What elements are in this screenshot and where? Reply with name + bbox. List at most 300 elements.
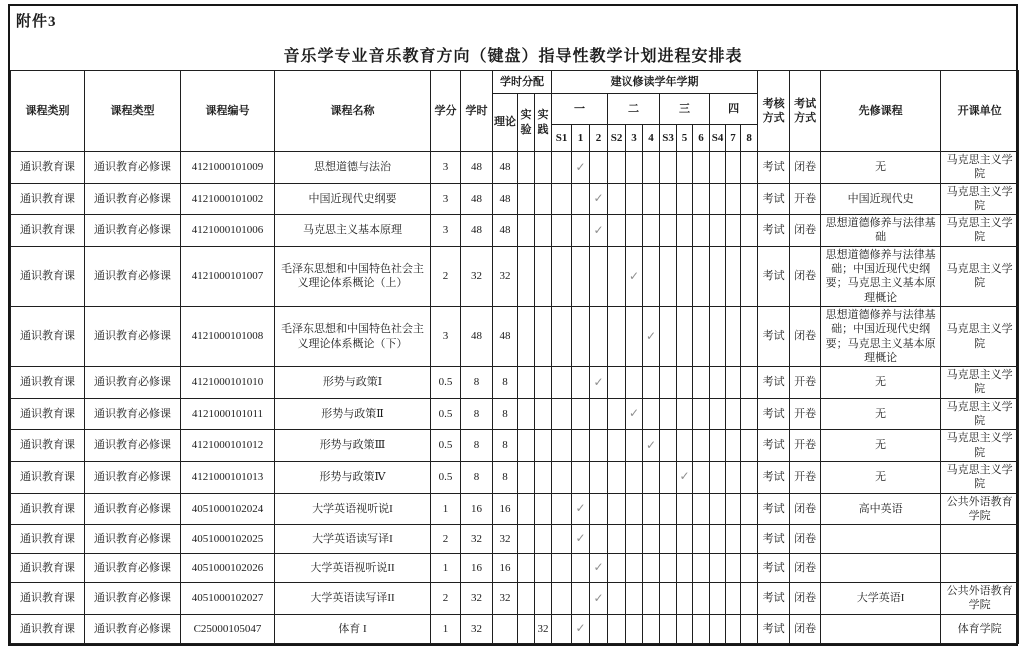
course-name-cell: 大学英语视听说I xyxy=(275,493,431,525)
table-row xyxy=(11,525,1019,554)
semester-cell xyxy=(590,152,608,184)
course-code-cell: 4051000102025 xyxy=(181,525,275,554)
semester-cell xyxy=(608,430,626,462)
semester-cell xyxy=(741,493,758,525)
semester-cell xyxy=(710,614,726,643)
theory-hours-cell: 48 xyxy=(493,152,518,184)
col-header-year-1: 一 xyxy=(552,94,608,125)
hours-cell: 16 xyxy=(461,493,493,525)
prerequisite-cell: 大学英语I xyxy=(821,583,941,615)
exam-mode-cell: 闭卷 xyxy=(790,246,821,306)
course-category-cell: 通识教育课 xyxy=(11,306,85,366)
course-code-cell: 4121000101010 xyxy=(181,367,275,399)
exam-mode-cell: 开卷 xyxy=(790,461,821,493)
assessment-cell: 考试 xyxy=(758,554,790,583)
course-name-cell: 大学英语视听说II xyxy=(275,554,431,583)
unit-cell: 马克思主义学院 xyxy=(941,215,1019,247)
prerequisite-cell: 无 xyxy=(821,367,941,399)
table-row xyxy=(11,430,1019,462)
unit-cell: 马克思主义学院 xyxy=(941,461,1019,493)
course-type-cell: 通识教育必修课 xyxy=(85,246,181,306)
experiment-hours-cell xyxy=(518,583,535,615)
semester-cell xyxy=(693,614,710,643)
semester-cell xyxy=(741,583,758,615)
semester-cell xyxy=(693,430,710,462)
exam-mode-cell: 开卷 xyxy=(790,183,821,215)
course-name-cell: 毛泽东思想和中国特色社会主义理论体系概论（上） xyxy=(275,246,431,306)
semester-cell xyxy=(710,367,726,399)
course-type-cell: 通识教育必修课 xyxy=(85,215,181,247)
course-category-cell: 通识教育课 xyxy=(11,215,85,247)
col-header-practice: 实践 xyxy=(535,94,552,152)
table-header xyxy=(11,71,1019,152)
semester-cell xyxy=(643,525,660,554)
course-category-cell: 通识教育课 xyxy=(11,493,85,525)
unit-cell: 马克思主义学院 xyxy=(941,152,1019,184)
practice-hours-cell xyxy=(535,367,552,399)
assessment-cell: 考试 xyxy=(758,461,790,493)
document-sheet xyxy=(8,4,1018,646)
credits-cell: 0.5 xyxy=(431,430,461,462)
experiment-hours-cell xyxy=(518,525,535,554)
semester-cell xyxy=(726,398,741,430)
exam-mode-cell: 闭卷 xyxy=(790,525,821,554)
semester-cell xyxy=(693,246,710,306)
semester-cell xyxy=(552,215,572,247)
semester-cell xyxy=(660,306,677,366)
semester-cell xyxy=(643,614,660,643)
semester-cell xyxy=(710,461,726,493)
semester-cell xyxy=(677,614,693,643)
course-name-cell: 体育 I xyxy=(275,614,431,643)
semester-cell xyxy=(660,461,677,493)
exam-mode-cell: 闭卷 xyxy=(790,554,821,583)
course-type-cell: 通识教育必修课 xyxy=(85,152,181,184)
theory-hours-cell: 8 xyxy=(493,461,518,493)
unit-cell: 马克思主义学院 xyxy=(941,306,1019,366)
experiment-hours-cell xyxy=(518,461,535,493)
semester-cell xyxy=(677,583,693,615)
semester-cell xyxy=(693,583,710,615)
course-type-cell: 通识教育必修课 xyxy=(85,614,181,643)
assessment-cell: 考试 xyxy=(758,430,790,462)
theory-hours-cell: 32 xyxy=(493,525,518,554)
semester-checkmark-cell: ✓ xyxy=(626,246,643,306)
semester-cell xyxy=(693,152,710,184)
semester-cell xyxy=(726,525,741,554)
course-name-cell: 形势与政策Ⅱ xyxy=(275,398,431,430)
semester-cell xyxy=(693,215,710,247)
course-code-cell: 4121000101002 xyxy=(181,183,275,215)
semester-cell xyxy=(572,554,590,583)
theory-hours-cell: 32 xyxy=(493,246,518,306)
unit-cell: 马克思主义学院 xyxy=(941,430,1019,462)
semester-checkmark-cell: ✓ xyxy=(572,614,590,643)
practice-hours-cell xyxy=(535,215,552,247)
semester-cell xyxy=(726,367,741,399)
prerequisite-cell: 思想道德修养与法律基础；中国近现代史纲要；马克思主义基本原理概论 xyxy=(821,246,941,306)
semester-cell xyxy=(741,183,758,215)
hours-cell: 48 xyxy=(461,306,493,366)
course-type-cell: 通识教育必修课 xyxy=(85,525,181,554)
exam-mode-cell: 开卷 xyxy=(790,398,821,430)
semester-checkmark-cell: ✓ xyxy=(590,583,608,615)
semester-cell xyxy=(552,525,572,554)
course-type-cell: 通识教育必修课 xyxy=(85,583,181,615)
semester-checkmark-cell: ✓ xyxy=(572,525,590,554)
semester-cell xyxy=(608,152,626,184)
practice-hours-cell xyxy=(535,306,552,366)
exam-mode-cell: 闭卷 xyxy=(790,215,821,247)
semester-cell xyxy=(608,614,626,643)
course-category-cell: 通识教育课 xyxy=(11,430,85,462)
semester-cell xyxy=(572,246,590,306)
prerequisite-cell: 中国近现代史 xyxy=(821,183,941,215)
semester-cell xyxy=(552,246,572,306)
semester-cell xyxy=(660,554,677,583)
semester-checkmark-cell: ✓ xyxy=(572,493,590,525)
semester-cell xyxy=(590,461,608,493)
semester-cell xyxy=(660,614,677,643)
course-code-cell: C25000105047 xyxy=(181,614,275,643)
semester-checkmark-cell: ✓ xyxy=(643,430,660,462)
practice-hours-cell xyxy=(535,461,552,493)
hours-cell: 8 xyxy=(461,461,493,493)
assessment-cell: 考试 xyxy=(758,583,790,615)
course-name-cell: 形势与政策Ⅲ xyxy=(275,430,431,462)
table-row xyxy=(11,398,1019,430)
course-table-body xyxy=(11,152,1019,644)
semester-cell xyxy=(693,554,710,583)
prerequisite-cell: 思想道德修养与法律基础 xyxy=(821,215,941,247)
assessment-cell: 考试 xyxy=(758,306,790,366)
credits-cell: 0.5 xyxy=(431,398,461,430)
semester-cell xyxy=(552,461,572,493)
semester-cell xyxy=(590,306,608,366)
semester-cell xyxy=(660,246,677,306)
semester-cell xyxy=(572,430,590,462)
semester-cell xyxy=(677,246,693,306)
semester-cell xyxy=(590,430,608,462)
course-code-cell: 4121000101013 xyxy=(181,461,275,493)
course-category-cell: 通识教育课 xyxy=(11,246,85,306)
semester-cell xyxy=(643,183,660,215)
semester-cell xyxy=(590,398,608,430)
prerequisite-cell: 无 xyxy=(821,398,941,430)
semester-cell xyxy=(677,398,693,430)
unit-cell: 公共外语教育学院 xyxy=(941,583,1019,615)
assessment-cell: 考试 xyxy=(758,215,790,247)
credits-cell: 2 xyxy=(431,583,461,615)
semester-cell xyxy=(643,152,660,184)
col-header-sem-5: 5 xyxy=(677,125,693,152)
table-row xyxy=(11,367,1019,399)
semester-cell xyxy=(726,430,741,462)
semester-cell xyxy=(741,461,758,493)
prerequisite-cell: 高中英语 xyxy=(821,493,941,525)
semester-checkmark-cell: ✓ xyxy=(590,367,608,399)
semester-cell xyxy=(741,306,758,366)
practice-hours-cell xyxy=(535,183,552,215)
semester-cell xyxy=(552,183,572,215)
table-row xyxy=(11,614,1019,643)
theory-hours-cell xyxy=(493,614,518,643)
hours-cell: 8 xyxy=(461,430,493,462)
course-category-cell: 通识教育课 xyxy=(11,461,85,493)
prerequisite-cell: 无 xyxy=(821,152,941,184)
page-title: 音乐学专业音乐教育方向（键盘）指导性教学计划进程安排表 xyxy=(283,48,743,65)
table-row xyxy=(11,554,1019,583)
unit-cell xyxy=(941,525,1019,554)
semester-cell xyxy=(626,306,643,366)
course-code-cell: 4051000102026 xyxy=(181,554,275,583)
theory-hours-cell: 8 xyxy=(493,398,518,430)
course-category-cell: 通识教育课 xyxy=(11,152,85,184)
semester-cell xyxy=(677,215,693,247)
col-header-year-3: 三 xyxy=(660,94,710,125)
semester-cell xyxy=(608,583,626,615)
semester-cell xyxy=(608,306,626,366)
semester-cell xyxy=(710,306,726,366)
practice-hours-cell: 32 xyxy=(535,614,552,643)
course-name-cell: 思想道德与法治 xyxy=(275,152,431,184)
semester-checkmark-cell: ✓ xyxy=(626,398,643,430)
semester-cell xyxy=(608,493,626,525)
course-name-cell: 毛泽东思想和中国特色社会主义理论体系概论（下） xyxy=(275,306,431,366)
semester-cell xyxy=(741,554,758,583)
semester-cell xyxy=(726,306,741,366)
course-type-cell: 通识教育必修课 xyxy=(85,398,181,430)
document-header xyxy=(10,6,1016,70)
semester-cell xyxy=(710,493,726,525)
theory-hours-cell: 48 xyxy=(493,215,518,247)
course-code-cell: 4121000101009 xyxy=(181,152,275,184)
semester-cell xyxy=(643,493,660,525)
semester-cell xyxy=(643,554,660,583)
course-category-cell: 通识教育课 xyxy=(11,614,85,643)
col-header-sem-7: 7 xyxy=(726,125,741,152)
semester-cell xyxy=(741,367,758,399)
exam-mode-cell: 开卷 xyxy=(790,367,821,399)
theory-hours-cell: 48 xyxy=(493,183,518,215)
semester-cell xyxy=(693,398,710,430)
col-header-prerequisites: 先修课程 xyxy=(821,71,941,152)
theory-hours-cell: 8 xyxy=(493,367,518,399)
unit-cell: 马克思主义学院 xyxy=(941,246,1019,306)
semester-cell xyxy=(660,430,677,462)
course-type-cell: 通识教育必修课 xyxy=(85,306,181,366)
semester-cell xyxy=(626,461,643,493)
semester-cell xyxy=(626,554,643,583)
course-code-cell: 4121000101008 xyxy=(181,306,275,366)
assessment-cell: 考试 xyxy=(758,493,790,525)
semester-cell xyxy=(710,246,726,306)
semester-cell xyxy=(710,215,726,247)
semester-cell xyxy=(741,614,758,643)
semester-cell xyxy=(660,525,677,554)
prerequisite-cell xyxy=(821,525,941,554)
semester-cell xyxy=(741,246,758,306)
course-type-cell: 通识教育必修课 xyxy=(85,183,181,215)
course-category-cell: 通识教育课 xyxy=(11,583,85,615)
course-name-cell: 大学英语读写译I xyxy=(275,525,431,554)
col-header-hour-allocation: 学时分配 xyxy=(493,71,552,94)
semester-cell xyxy=(726,493,741,525)
hours-cell: 32 xyxy=(461,583,493,615)
theory-hours-cell: 8 xyxy=(493,430,518,462)
unit-cell: 马克思主义学院 xyxy=(941,183,1019,215)
semester-checkmark-cell: ✓ xyxy=(590,183,608,215)
semester-cell xyxy=(741,215,758,247)
prerequisite-cell: 无 xyxy=(821,430,941,462)
col-header-unit: 开课单位 xyxy=(941,71,1019,152)
table-row xyxy=(11,152,1019,184)
semester-cell xyxy=(741,525,758,554)
semester-cell xyxy=(572,215,590,247)
col-header-sem-6: 6 xyxy=(693,125,710,152)
semester-cell xyxy=(552,306,572,366)
table-row xyxy=(11,461,1019,493)
col-header-year-4: 四 xyxy=(710,94,758,125)
col-header-experiment: 实验 xyxy=(518,94,535,152)
practice-hours-cell xyxy=(535,398,552,430)
credits-cell: 2 xyxy=(431,246,461,306)
semester-cell xyxy=(572,398,590,430)
exam-mode-cell: 闭卷 xyxy=(790,152,821,184)
semester-cell xyxy=(552,614,572,643)
practice-hours-cell xyxy=(535,493,552,525)
experiment-hours-cell xyxy=(518,398,535,430)
experiment-hours-cell xyxy=(518,152,535,184)
semester-cell xyxy=(741,398,758,430)
semester-cell xyxy=(710,554,726,583)
practice-hours-cell xyxy=(535,152,552,184)
credits-cell: 1 xyxy=(431,554,461,583)
semester-cell xyxy=(643,461,660,493)
hours-cell: 16 xyxy=(461,554,493,583)
credits-cell: 1 xyxy=(431,614,461,643)
course-code-cell: 4051000102024 xyxy=(181,493,275,525)
course-name-cell: 大学英语读写译II xyxy=(275,583,431,615)
table-row xyxy=(11,583,1019,615)
credits-cell: 3 xyxy=(431,183,461,215)
semester-cell xyxy=(590,493,608,525)
assessment-cell: 考试 xyxy=(758,152,790,184)
course-type-cell: 通识教育必修课 xyxy=(85,461,181,493)
semester-cell xyxy=(643,246,660,306)
semester-cell xyxy=(726,554,741,583)
semester-cell xyxy=(608,461,626,493)
semester-cell xyxy=(626,525,643,554)
hours-cell: 48 xyxy=(461,152,493,184)
semester-cell xyxy=(726,183,741,215)
semester-cell xyxy=(552,493,572,525)
course-code-cell: 4121000101007 xyxy=(181,246,275,306)
semester-cell xyxy=(677,493,693,525)
semester-cell xyxy=(608,246,626,306)
practice-hours-cell xyxy=(535,430,552,462)
semester-cell xyxy=(677,152,693,184)
semester-cell xyxy=(741,152,758,184)
col-header-sem-2: 2 xyxy=(590,125,608,152)
col-header-s4: S4 xyxy=(710,125,726,152)
semester-cell xyxy=(693,367,710,399)
hours-cell: 32 xyxy=(461,246,493,306)
theory-hours-cell: 16 xyxy=(493,493,518,525)
semester-cell xyxy=(552,583,572,615)
semester-cell xyxy=(608,183,626,215)
experiment-hours-cell xyxy=(518,493,535,525)
col-header-exam-mode: 考试方式 xyxy=(790,71,821,152)
col-header-semester-group: 建议修读学年学期 xyxy=(552,71,758,94)
semester-cell xyxy=(643,398,660,430)
semester-cell xyxy=(626,183,643,215)
col-header-course-code: 课程编号 xyxy=(181,71,275,152)
col-header-course-name: 课程名称 xyxy=(275,71,431,152)
prerequisite-cell: 思想道德修养与法律基础；中国近现代史纲要；马克思主义基本原理概论 xyxy=(821,306,941,366)
semester-cell xyxy=(572,183,590,215)
prerequisite-cell xyxy=(821,554,941,583)
col-header-course-category: 课程类别 xyxy=(11,71,85,152)
semester-cell xyxy=(590,614,608,643)
semester-cell xyxy=(626,430,643,462)
semester-cell xyxy=(552,398,572,430)
hours-cell: 32 xyxy=(461,614,493,643)
semester-cell xyxy=(590,525,608,554)
semester-cell xyxy=(643,583,660,615)
course-name-cell: 马克思主义基本原理 xyxy=(275,215,431,247)
semester-checkmark-cell: ✓ xyxy=(590,554,608,583)
practice-hours-cell xyxy=(535,525,552,554)
semester-cell xyxy=(710,430,726,462)
experiment-hours-cell xyxy=(518,183,535,215)
prerequisite-cell xyxy=(821,614,941,643)
col-header-s3: S3 xyxy=(660,125,677,152)
semester-cell xyxy=(726,152,741,184)
col-header-sem-8: 8 xyxy=(741,125,758,152)
course-code-cell: 4121000101011 xyxy=(181,398,275,430)
credits-cell: 0.5 xyxy=(431,461,461,493)
exam-mode-cell: 开卷 xyxy=(790,430,821,462)
col-header-year-2: 二 xyxy=(608,94,660,125)
semester-cell xyxy=(741,430,758,462)
semester-cell xyxy=(626,152,643,184)
practice-hours-cell xyxy=(535,583,552,615)
practice-hours-cell xyxy=(535,246,552,306)
credits-cell: 3 xyxy=(431,306,461,366)
exam-mode-cell: 闭卷 xyxy=(790,493,821,525)
course-type-cell: 通识教育必修课 xyxy=(85,430,181,462)
semester-cell xyxy=(552,430,572,462)
col-header-hours: 学时 xyxy=(461,71,493,152)
semester-cell xyxy=(608,398,626,430)
table-row xyxy=(11,246,1019,306)
experiment-hours-cell xyxy=(518,215,535,247)
unit-cell: 马克思主义学院 xyxy=(941,367,1019,399)
course-category-cell: 通识教育课 xyxy=(11,554,85,583)
hours-cell: 48 xyxy=(461,183,493,215)
hours-cell: 8 xyxy=(461,367,493,399)
exam-mode-cell: 闭卷 xyxy=(790,306,821,366)
hours-cell: 32 xyxy=(461,525,493,554)
col-header-sem-1: 1 xyxy=(572,125,590,152)
semester-cell xyxy=(677,525,693,554)
table-row xyxy=(11,493,1019,525)
semester-cell xyxy=(693,493,710,525)
semester-cell xyxy=(608,554,626,583)
course-name-cell: 中国近现代史纲要 xyxy=(275,183,431,215)
experiment-hours-cell xyxy=(518,430,535,462)
